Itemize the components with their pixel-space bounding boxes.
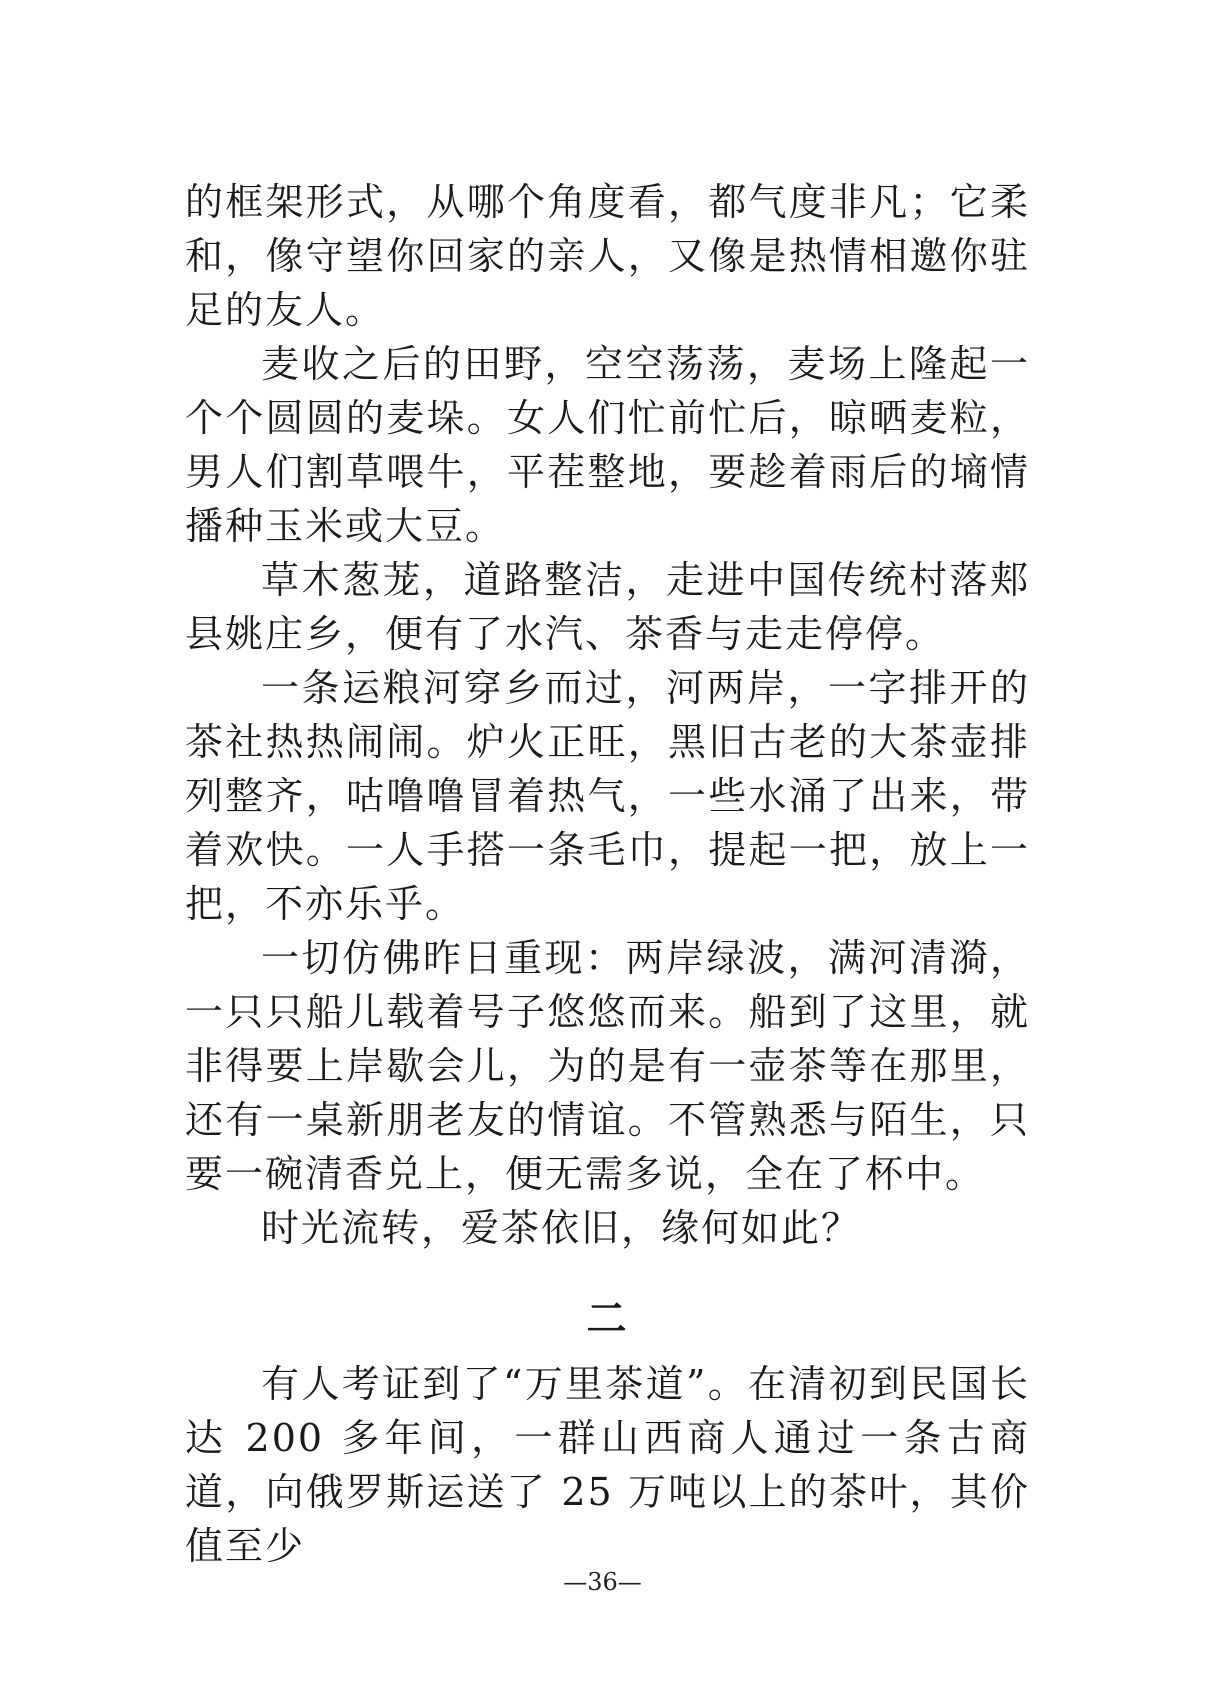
paragraph-7: 有人考证到了“万里茶道”。在清初到民国长达 200 多年间，一群山西商人通过一条古商道，向俄罗斯运送了 25 万吨以上的茶叶，其价值至少 — [185, 1362, 1030, 1568]
paragraph-6: 时光流转，爱茶依旧，缘何如此？ — [261, 1206, 862, 1250]
paragraph-5: 一切仿佛昨日重现：两岸绿波，满河清漪，一只只船儿载着号子悠悠而来。船到了这里，就非得要上岸歇会儿，为的是有一壶茶等在那里，还有一桌新朋老友的情谊。不管熟悉与陌生，只要一碗清香兑上，便无需多说，全在了杯中。 — [185, 936, 1030, 1196]
paragraph-4: 一条运粮河穿乡而过，河两岸，一字排开的茶社热热闹闹。炉火正旺，黑旧古老的大茶壶排列整齐，咕噜噜冒着热气，一些水涌了出来，带着欢快。一人手搭一条毛巾，提起一把，放上一把，不亦乐乎。 — [185, 666, 1030, 926]
body-text — [185, 175, 1030, 1573]
section-heading: 二 — [586, 1295, 629, 1342]
paragraph-2: 麦收之后的田野，空空荡荡，麦场上隆起一个个圆圆的麦垛。女人们忙前忙后，晾晒麦粒，男人们割草喂牛，平茬整地，要趁着雨后的墒情播种玉米或大豆。 — [185, 342, 1030, 548]
page-number: —36— — [563, 1568, 642, 1596]
paragraph-1: 的框架形式，从哪个角度看，都气度非凡；它柔和，像守望你回家的亲人，又像是热情相邀你驻足的友人。 — [185, 180, 1030, 332]
paragraph-3: 草木葱茏，道路整洁，走进中国传统村落郏县姚庄乡，便有了水汽、茶香与走走停停。 — [185, 558, 1030, 656]
